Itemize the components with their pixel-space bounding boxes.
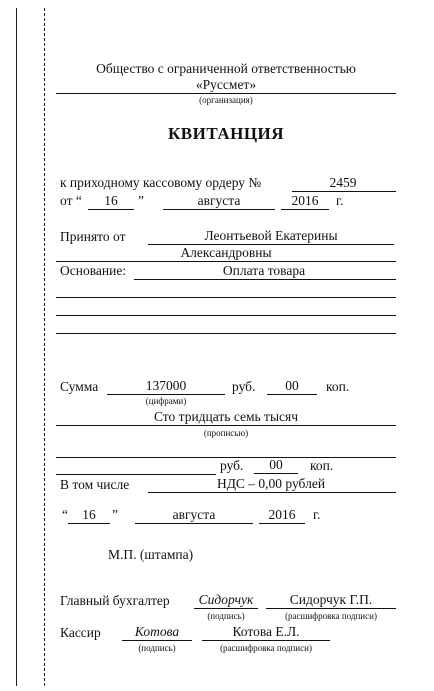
order-day: 16: [104, 193, 118, 208]
sum2-kop: 00: [269, 457, 283, 472]
sum-words-underline: [56, 425, 396, 426]
organization-name-line1: Общество с ограниченной ответственностью: [96, 61, 356, 76]
order-label: к приходному кассовому ордеру №: [60, 175, 262, 190]
date-day-underline: [68, 523, 110, 524]
sum2-kop-label: коп.: [310, 458, 334, 473]
order-year: 2016: [291, 193, 319, 208]
sum-rub-label: руб.: [232, 379, 256, 394]
stamp-label: М.П. (штампа): [108, 547, 194, 562]
organization-caption: (организация): [199, 95, 253, 105]
order-number: 2459: [329, 175, 357, 190]
chief-accountant-signature-caption: (подпись): [207, 611, 245, 621]
order-from-label: от “: [60, 193, 82, 208]
basis-underline: [134, 279, 396, 280]
order-year-suffix: г.: [336, 193, 344, 208]
chief-accountant-signature: Сидорчук: [198, 592, 254, 607]
order-year-underline: [281, 209, 329, 210]
basis-extra-line-2: [56, 315, 396, 316]
cut-line-right: [44, 8, 45, 686]
sum-kop-label: коп.: [326, 379, 350, 394]
sum2-kop-underline: [254, 473, 298, 474]
cashier-signature-caption: (подпись): [138, 643, 176, 653]
sum-label: Сумма: [60, 379, 99, 394]
chief-accountant-label: Главный бухгалтер: [60, 593, 170, 608]
date-year: 2016: [268, 507, 296, 522]
cashier-decoded-caption: (расшифровка подписи): [220, 643, 312, 653]
sum-words: Сто тридцать семь тысяч: [153, 409, 299, 424]
chief-accountant-signature-underline: [194, 608, 258, 609]
basis-label: Основание:: [60, 263, 127, 278]
including-value: НДС – 0,00 рублей: [216, 476, 326, 491]
date-quote-open: “: [62, 507, 68, 522]
cashier-signature-underline: [122, 640, 192, 641]
sum-digits: 137000: [145, 378, 187, 393]
received-name-line1: Леонтьевой Екатерины: [204, 228, 338, 243]
order-quote-close: ”: [138, 193, 144, 208]
cashier-decoded-underline: [202, 640, 330, 641]
cut-line-left: [16, 8, 17, 686]
date-month: августа: [172, 507, 216, 522]
including-label: В том числе: [60, 477, 130, 492]
sum-digits-caption: (цифрами): [145, 396, 187, 406]
sum2-rub-label: руб.: [220, 458, 244, 473]
sum-kop-underline: [267, 394, 317, 395]
sum-words-caption: (прописью): [203, 428, 249, 438]
basis-extra-line-3: [56, 333, 396, 334]
date-year-underline: [259, 523, 305, 524]
received-label: Принято от: [60, 229, 126, 244]
basis-extra-line-1: [56, 297, 396, 298]
date-quote-close: ”: [112, 507, 118, 522]
chief-accountant-decoded-caption: (расшифровка подписи): [285, 611, 377, 621]
basis-value: Оплата товара: [222, 263, 306, 278]
sum2-rub-underline: [56, 474, 216, 475]
order-month-underline: [163, 209, 275, 210]
chief-accountant-decoded: Сидорчук Г.П.: [289, 592, 373, 607]
including-underline: [148, 492, 396, 493]
date-day: 16: [82, 507, 96, 522]
cashier-signature: Котова: [134, 624, 180, 639]
date-month-underline: [135, 523, 253, 524]
cashier-decoded: Котова Е.Л.: [232, 624, 300, 639]
order-month: августа: [197, 193, 241, 208]
received-name-line2: Александровны: [180, 245, 272, 260]
date-year-suffix: г.: [313, 507, 321, 522]
sum-kop: 00: [285, 378, 299, 393]
cashier-label: Кассир: [60, 625, 101, 640]
organization-name-line2: «Руссмет»: [195, 77, 257, 92]
order-number-underline: [292, 191, 396, 192]
sum-digits-underline: [107, 394, 225, 395]
organization-underline: [56, 93, 396, 94]
chief-accountant-decoded-underline: [266, 608, 396, 609]
document-title: КВИТАНЦИЯ: [167, 124, 285, 143]
received-underline-2: [56, 261, 396, 262]
order-day-underline: [88, 209, 134, 210]
